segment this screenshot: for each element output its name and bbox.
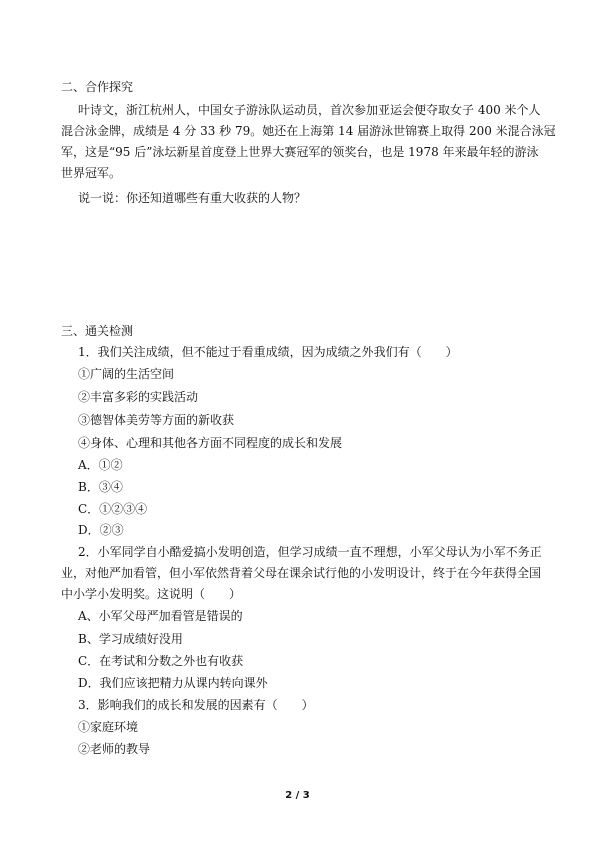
paragraph-line: 叶诗文，浙江杭州人，中国女子游泳队运动员，首次参加亚运会便夺取女子 400 米个人 — [78, 103, 541, 117]
question-3-item: ②老师的教导 — [78, 742, 151, 756]
question-3-item: ①家庭环境 — [78, 720, 139, 734]
question-1-item: ②丰富多彩的实践活动 — [78, 390, 199, 404]
question-2-stem: 中小学小发明奖。这说明（ ） — [61, 587, 242, 601]
question-1-item: ③德智体美劳等方面的新收获 — [78, 413, 235, 427]
question-2-option-b: B、学习成绩好没用 — [78, 632, 183, 646]
question-1-option-b: B．③④ — [78, 480, 123, 494]
question-1-option-d: D．②③ — [78, 523, 124, 537]
question-1-stem: 1．我们关注成绩，但不能过于看重成绩，因为成绩之外我们有（ ） — [78, 345, 458, 359]
section-heading-cooperative-inquiry: 二、合作探究 — [61, 80, 134, 94]
question-2-option-d: D．我们应该把精力从课内转向课外 — [78, 676, 268, 690]
discussion-prompt: 说一说：你还知道哪些有重大收获的人物？ — [78, 191, 307, 205]
question-1-item: ④身体、心理和其他各方面不同程度的成长和发展 — [78, 436, 343, 450]
page-number: 2 / 3 — [285, 790, 310, 801]
question-1-item: ①广阔的生活空间 — [78, 367, 175, 381]
question-2-stem: 2．小军同学自小酷爱搞小发明创造，但学习成绩一直不理想，小军父母认为小军不务正 — [78, 545, 542, 559]
question-3-stem: 3．影响我们的成长和发展的因素有（ ） — [78, 698, 314, 712]
paragraph-line: 混合泳金牌，成绩是 4 分 33 秒 79。她还在上海第 14 届游泳世锦赛上取得 200 米混合泳冠 — [61, 124, 556, 138]
paragraph-line: 世界冠军。 — [61, 166, 122, 180]
question-2-option-a: A、小军父母严加看管是错误的 — [78, 609, 243, 623]
question-2-option-c: C．在考试和分数之外也有收获 — [78, 654, 244, 668]
question-2-stem: 业，对他严加看管，但小军依然背着父母在课余试行他的小发明设计，终于在今年获得全国 — [61, 566, 542, 580]
question-1-option-c: C．①②③④ — [78, 502, 148, 516]
question-1-option-a: A．①② — [78, 458, 123, 472]
section-heading-checkpoint-test: 三、通关检测 — [61, 324, 134, 338]
paragraph-line: 军，这是“95 后”泳坛新星首度登上世界大赛冠军的领奖台，也是 1978 年来最年轻的游泳 — [61, 145, 539, 159]
